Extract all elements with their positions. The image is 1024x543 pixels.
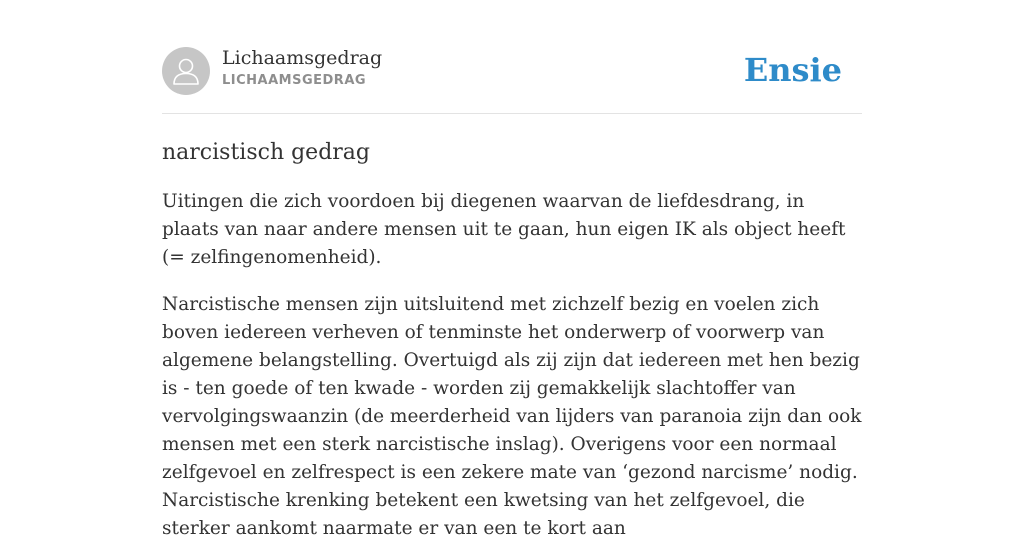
- author-name[interactable]: Lichaamsgedrag: [222, 47, 383, 69]
- user-avatar-icon[interactable]: [162, 47, 210, 95]
- ensie-logo[interactable]: Ensie: [743, 51, 842, 89]
- article-paragraph: Narcistische mensen zijn uitsluitend met zichzelf bezig en voelen zich boven iedereen verheven of tenminste het onderwerp of voorwerp van algemene belangstelling. Overtuigd als zij zijn dat iedereen met hen bezig is - ten goede of ten kwade - worden zij gemakkelijk slachtoffer van vervolgingswaanzin (de meerderheid van lijders van paranoia zijn dan ook mensen met een sterk narcistische inslag). Overigens voor een normaal zelfgevoel en zelfrespect is een zekere mate van ‘gezond narcisme’ nodig. Narcistische krenking betekent een kwetsing van het zelfgevoel, die sterker aankomt naarmate er van een te kort aan: [162, 294, 862, 539]
- page-title: narcistisch gedrag: [162, 140, 371, 165]
- header: [162, 0, 862, 114]
- author-handle: LICHAAMSGEDRAG: [222, 73, 367, 88]
- article-container: [162, 0, 862, 543]
- article-paragraph: Uitingen die zich voordoen bij diegenen waarvan de liefdesdrang, in plaats van naar andere mensen uit te gaan, hun eigen IK als object heeft (= zelfingenomenheid).: [162, 191, 846, 268]
- author-info: [222, 45, 382, 90]
